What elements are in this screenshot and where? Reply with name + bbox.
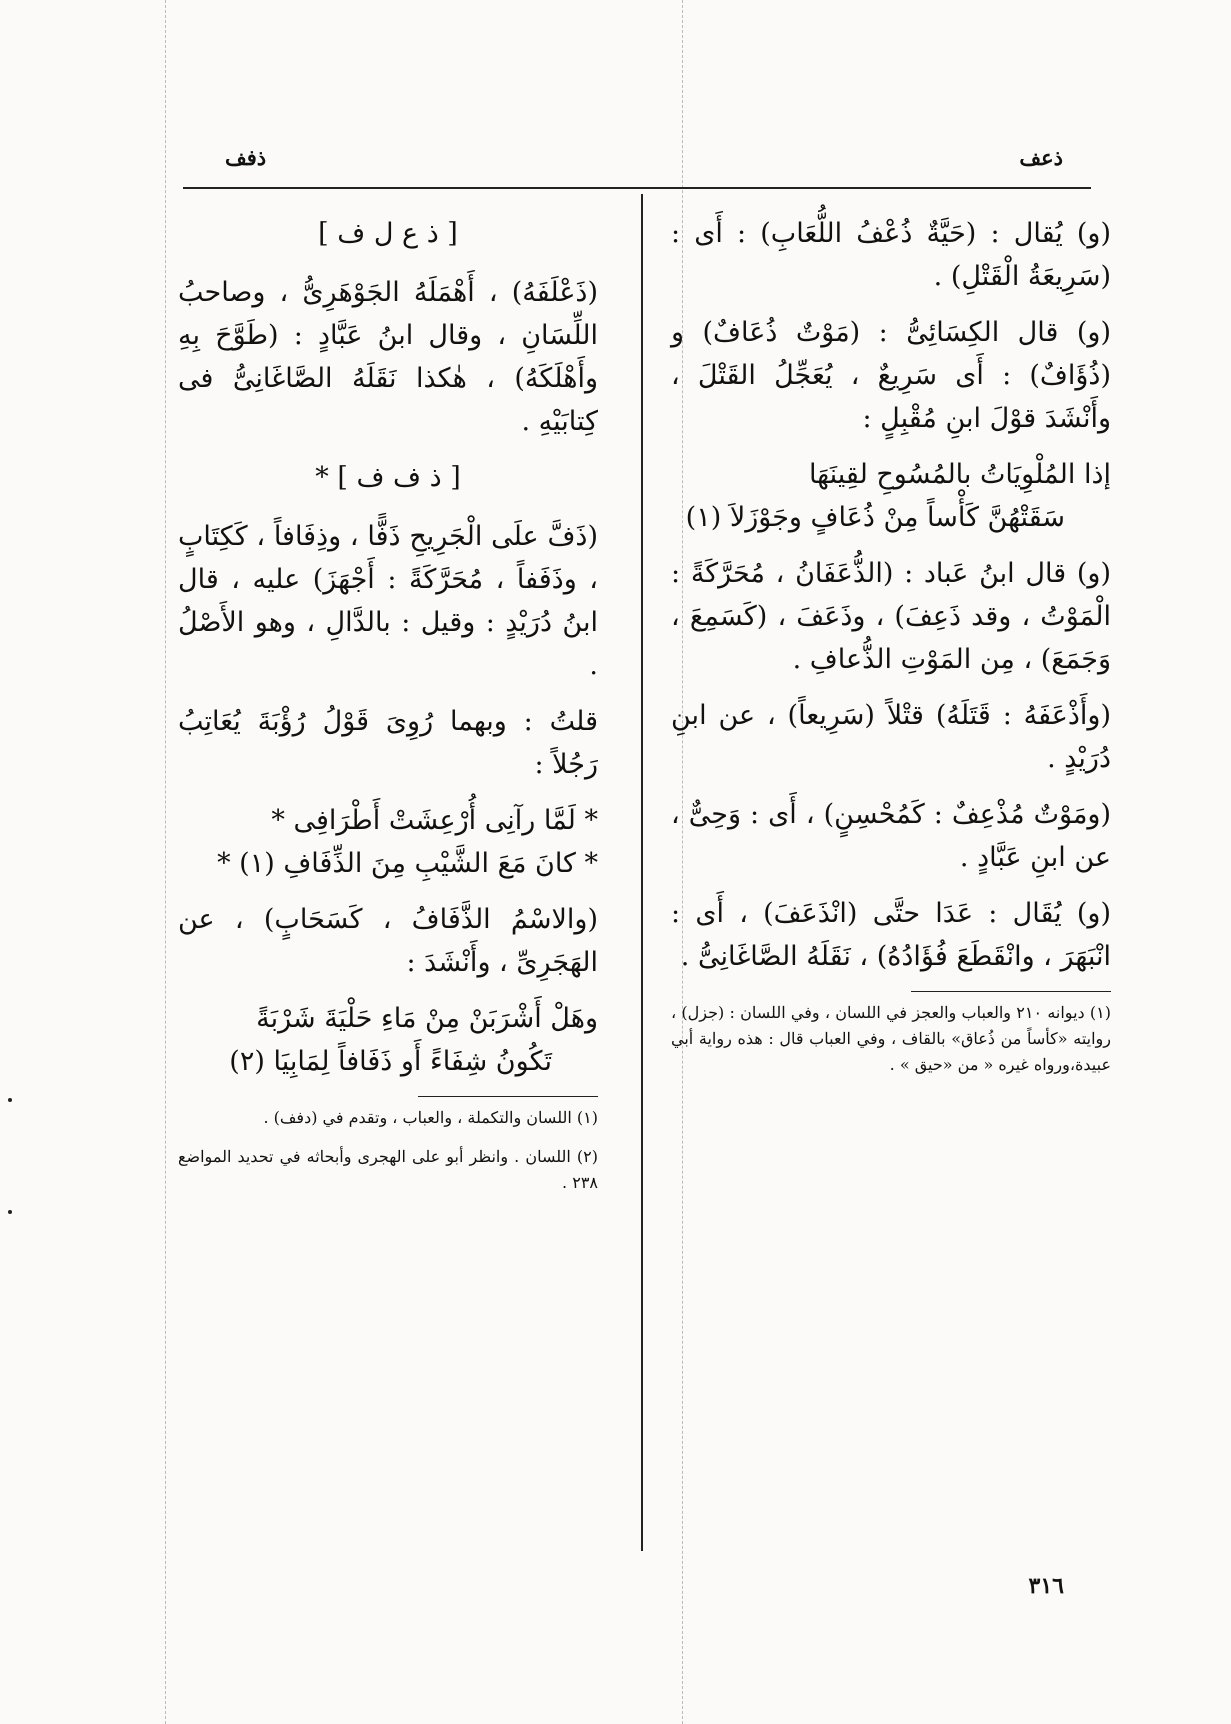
verse-line: تَكُونُ شِفَاءً أَو ذَفَافاً لِمَابِيَا (٢)	[229, 1046, 552, 1077]
scan-mark	[8, 1098, 12, 1102]
entry-paragraph: (و) قال ابنُ عَباد : (الذُّعَفَانُ ، مُحَرَّكَةً : الْمَوْتُ ، وقد ذَعِفَ) ، وذَعَفَ ، (كَسَمِعَ ، وَجَمَعَ) ، مِن المَوْتِ الذُّعافِ .	[671, 558, 1111, 675]
entry-title: [ ذ ف ف ] *	[315, 462, 461, 493]
verse-line: سَقَتْهُنَّ كَأْساً مِنْ ذُعَافٍ وجَوْزَلاَ (١)	[685, 502, 1065, 533]
verse-line: * لَمَّا رآنِى أُرْعِشَتْ أَطْرَافِى *	[271, 805, 598, 836]
left-column	[178, 212, 598, 1209]
entry-paragraph: (وأَذْعَفَهُ : قَتَلَهُ) قتْلاً (سَرِيعاً) ، عن ابنِ دُرَيْدٍ .	[671, 700, 1111, 774]
footnote-rule	[418, 1096, 598, 1097]
footnote: (١) اللسان والتكملة ، والعباب ، وتقدم في (دفف) .	[263, 1108, 598, 1127]
entry-paragraph: (ذَفَّ علَى الْجَرِيحِ ذَفًّا ، وذِفَافاً ، كَكِتَابٍ ، وذَفَفاً ، مُحَرَّكَةً : أَجْهَزَ) عليه ، قال ابنُ دُرَيْدٍ : وقيل : بالدَّالِ ، وهو الأَصْلُ .	[178, 521, 598, 681]
verse-line: * كانَ مَعَ الشَّيْبِ مِنَ الذِّفَافِ (١) *	[217, 848, 598, 879]
right-column	[671, 212, 1111, 1091]
column-divider	[641, 194, 643, 1551]
running-header-right: ذعف	[1019, 145, 1063, 170]
entry-paragraph: (و) يُقَال : عَدَا حتَّى (انْذَعَفَ) ، أَى : انْبَهَرَ ، وانْقَطَعَ فُؤَادُهُ) ، نَقَلَهُ الصَّاغَانِىُّ .	[671, 898, 1111, 972]
footnote: (١) ديوانه ٢١٠ والعباب والعجز في اللسان ، وفي اللسان : (جزل) ، روايته «كأساً من ذُعاق» بالقاف ، وفي العباب قال : هذه رواية أبي عبيدة،ورواه غيره « من «حيق » .	[671, 1003, 1111, 1074]
page-number: ٣١٦	[1028, 1573, 1064, 1599]
running-header-left: ذفف	[225, 145, 267, 170]
entry-paragraph: (ذَعْلَفَهُ) ، أَهْمَلَهُ الجَوْهَرِىُّ ، وصاحبُ اللِّسَانِ ، وقال ابنُ عَبَّادٍ : (طَوَّحَ بِهِ وأَهْلَكَهُ) ، هٰكذا نَقَلَهُ الصَّاغَانِىُّ فى كِتابَيْهِ .	[178, 277, 598, 437]
fold-line	[165, 0, 166, 1724]
footnote: (٢) اللسان . وانظر أبو على الهجرى وأبحاثه في تحديد المواضع ٢٣٨ .	[178, 1147, 598, 1192]
entry-paragraph: قلتُ : وبهما رُوِىَ قَوْلُ رُؤْبَةَ يُعَاتِبُ رَجُلاً :	[178, 706, 598, 780]
verse-line: إذا المُلْوِيَاتُ بالمُسُوحِ لقِينَهَا	[808, 459, 1111, 490]
entry-paragraph: (و) قال الكِسَائِىُّ : (مَوْتٌ ذُعَافٌ) و (ذُؤَافٌ) : أَى سَرِيعٌ ، يُعَجِّلُ القَتْلَ ، وأَنْشَدَ قوْلَ ابنِ مُقْبِلٍ :	[671, 317, 1111, 434]
verse-line: وهَلْ أَشْرَبَنْ مِنْ مَاءِ حَلْيَةَ شَرْبَةً	[256, 1003, 598, 1034]
entry-title: [ ذ ع ل ف ]	[318, 218, 458, 249]
scan-mark	[8, 1210, 12, 1214]
header-rule	[183, 187, 1091, 189]
footnote-rule	[911, 991, 1111, 992]
entry-paragraph: (والاسْمُ الذَّفَافُ ، كَسَحَابٍ) ، عن الهَجَرِىِّ ، وأَنْشَدَ :	[178, 904, 598, 978]
entry-paragraph: (و) يُقال : (حَيَّةٌ ذُعْفُ اللُّعَابِ) : أَى : (سَرِيعَةُ الْقَتْلِ) .	[671, 218, 1111, 292]
entry-paragraph: (ومَوْتٌ مُذْعِفٌ : كَمُحْسِنٍ) ، أَى : وَحِىٌّ ، عن ابنِ عَبَّادٍ .	[671, 799, 1111, 873]
